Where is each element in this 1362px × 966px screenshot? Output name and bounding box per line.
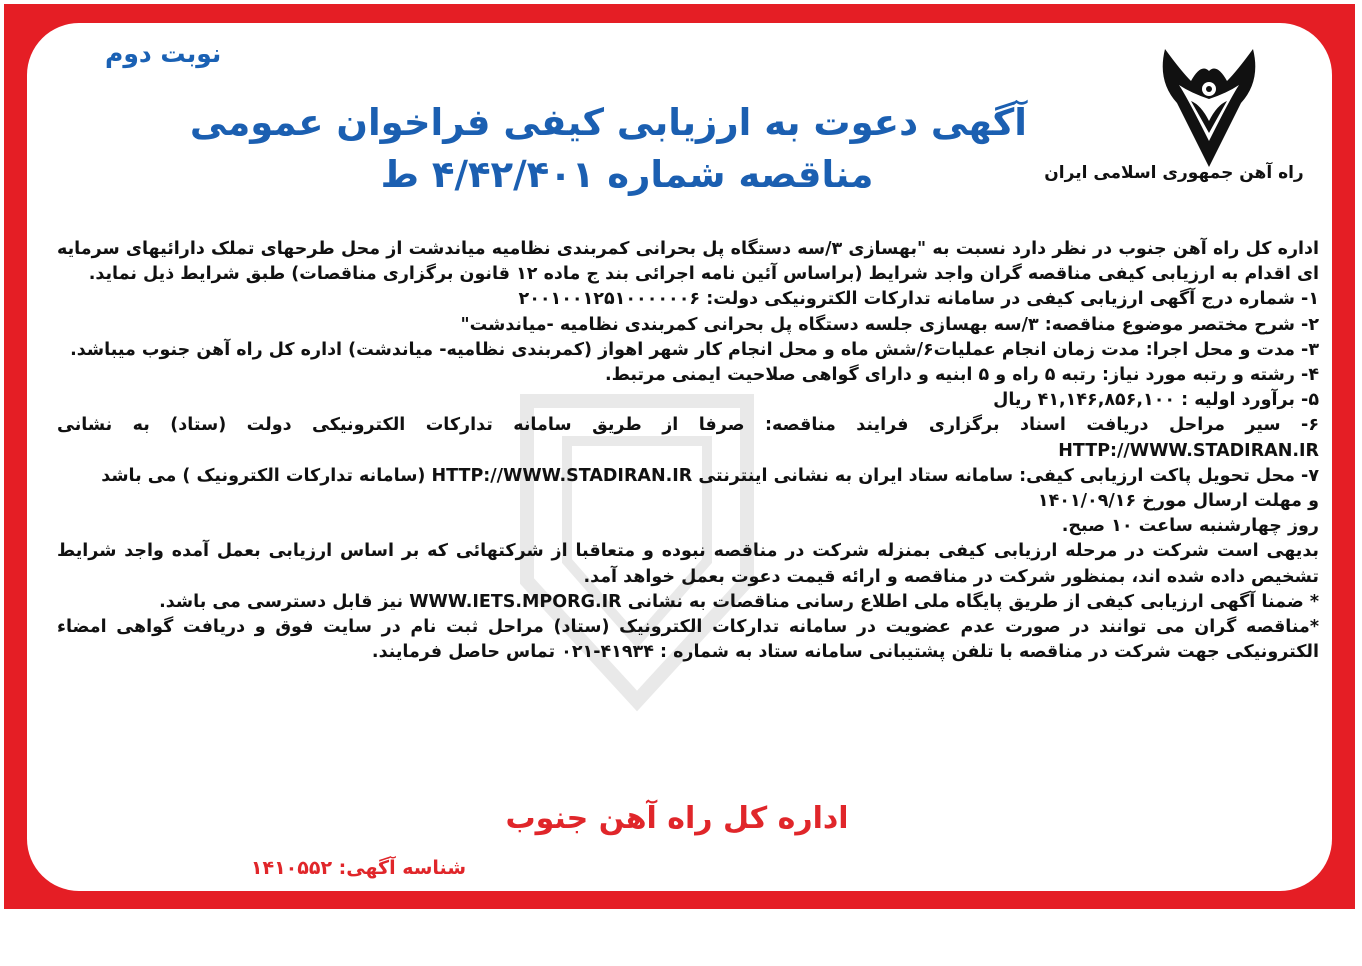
intro-paragraph: اداره کل راه آهن جنوب در نظر دارد نسبت به "بهسازی ۳/سه دستگاه پل بحرانی کمربندی نظامیه میاندشت از محل طرحهای تملک دارائیهای سرمایه ای اقدام به ارزیابی کیفی مناقصه گران واجد شرایط (براساس آئین نامه اجرائی بند ج ماده ۱۲ قانون برگزاری مناقصات) طبق شرایط ذیل نماید. <box>57 239 1319 285</box>
item-6-text: ۶- سیر مراحل دریافت اسناد برگزاری فرایند مناقصه: صرفا از طریق سامانه تدارکات الکترونیکی دولت (ستاد) به نشانی <box>57 415 1319 436</box>
item-4: ۴- رشته و رتبه مورد نیاز: رتبه ۵ راه و ۵ ابنیه و دارای گواهی صلاحیت ایمنی مرتبط. <box>604 365 1319 386</box>
item-5: ۵- برآورد اولیه : ۴۱,۱۴۶,۸۵۶,۱۰۰ ریال <box>993 390 1319 411</box>
note-1: بدیهی است شرکت در مرحله ارزیابی کیفی بمنزله شرکت در مناقصه نبوده و متعاقبا از شرکتهائی که بر اساس ارزیابی بعمل آمده واجد شرایط تشخیص داده شده اند، بمنظور شرکت در مناقصه و ارائه قیمت دعوت بعمل خواهد آمد. <box>57 541 1319 587</box>
item-7-deadline: و مهلت ارسال مورخ ۱۴۰۱/۰۹/۱۶ <box>1037 491 1319 512</box>
note-2-text-a: * ضمنا آگهی ارزیابی کیفی از طریق پایگاه ملی اطلاع رسانی مناقصات به نشانی <box>627 591 1319 612</box>
tender-number: مناقصه شماره ۴/۴۲/۴۰۱ ط <box>380 153 874 196</box>
item-7 <box>57 464 1319 489</box>
item-6 <box>57 413 1319 463</box>
item-7-time: روز چهارشنبه ساعت ۱۰ صبح. <box>1061 516 1319 537</box>
item-7-text-a: ۷- محل تحویل پاکت ارزیابی کیفی: سامانه ستاد ایران به نشانی اینترنتی <box>698 465 1319 486</box>
ad-card <box>27 23 1332 891</box>
item-2: ۲- شرح مختصر موضوع مناقصه: ۳/سه بهسازی جلسه دستگاه پل بحرانی کمربندی نظامیه -میاندشت" <box>460 314 1319 335</box>
org-name: راه آهن جمهوری اسلامی ایران <box>1044 163 1304 183</box>
note-3: *مناقصه گران می توانند در صورت عدم عضویت در سامانه تدارکات الکترونیک (ستاد) مراحل ثبت نام در سایت فوق و دریافت گواهی امضاء الکترونیکی جهت شرکت در مناقصه با تلفن پشتیبانی سامانه ستاد به شماره : ۴۱۹۳۴-۰۲۱ تماس حاصل فرمایند. <box>57 617 1319 663</box>
note-2 <box>57 590 1319 615</box>
round-label: نوبت دوم <box>105 39 222 68</box>
note-2-text-b: نیز قابل دسترسی می باشد. <box>159 591 404 612</box>
red-frame <box>4 4 1355 909</box>
stadiran-url-2: HTTP://WWW.STADIRAN.IR <box>431 465 693 486</box>
ad-title: آگهی دعوت به ارزیابی کیفی فراخوان عمومی <box>189 101 1027 144</box>
item-1: ۱- شماره درج آگهی ارزیابی کیفی در سامانه تدارکات الکترونیکی دولت: ۲۰۰۱۰۰۱۲۵۱۰۰۰۰۰۰۶ <box>518 289 1319 310</box>
item-3: ۳- مدت و محل اجرا: مدت زمان انجام عملیات۶/شش ماه و محل انجام کار شهر اهواز (کمربندی نظامیه- میاندشت) اداره کل راه آهن جنوب میباشد. <box>70 339 1319 360</box>
signature: اداره کل راه آهن جنوب <box>505 801 849 836</box>
item-7-text-b: (سامانه تدارکات الکترونیک ) می باشد <box>101 465 426 486</box>
iets-url: WWW.IETS.MPORG.IR <box>409 591 622 612</box>
stadiran-url: HTTP://WWW.STADIRAN.IR <box>1058 440 1319 461</box>
ad-body <box>57 237 1319 665</box>
ad-id: شناسه آگهی: ۱۴۱۰۵۵۲ <box>250 857 466 879</box>
railway-logo-icon <box>1157 41 1261 169</box>
